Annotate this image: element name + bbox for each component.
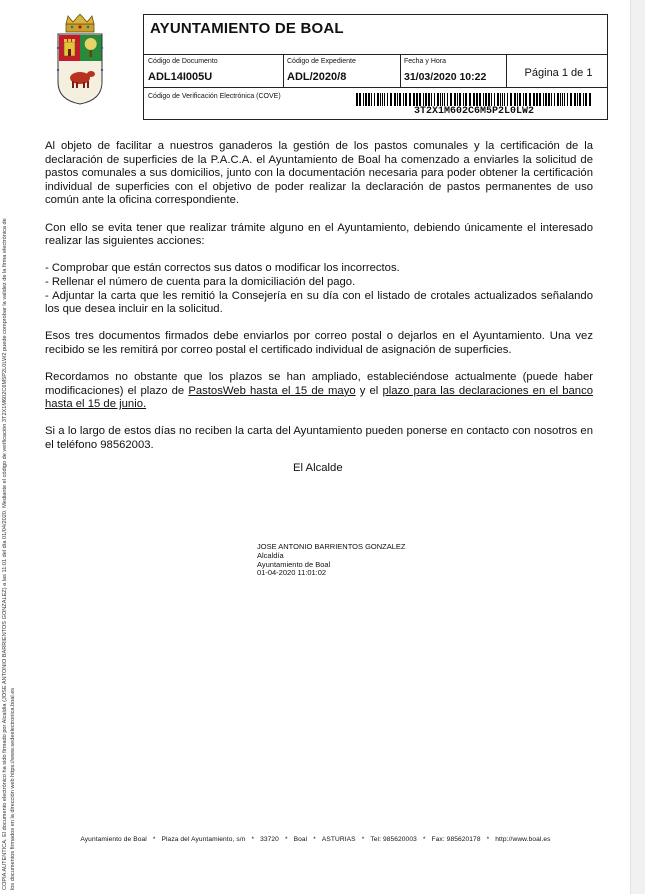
barcode-bar: [562, 93, 563, 106]
signer-role: Alcaldía: [257, 550, 284, 560]
barcode-bar: [384, 93, 385, 106]
barcode-bar: [502, 93, 503, 106]
barcode-bar: [589, 93, 591, 106]
barcode-bar: [437, 93, 439, 106]
vertical-validation-note: COPIA AUTÉNTICA. El documento electrónico ha sido firmado por Alcaldía (JOSE ANTONIO BARRIENTOS GONZALEZ) a las 11:01 del día 01/04/2020. Mediante el código de verificación 3T2X1M602C6M5P2L0LW2 puede comprobar la validez de la firma electrónica de los documentos firmados en la dirección web https://www.sedeelectronica.boal.es: [2, 218, 16, 890]
list-item: - Rellenar el número de cuenta para la domiciliación del pago.: [45, 275, 356, 288]
footer-item: Ayuntamiento de Boal: [80, 836, 147, 843]
barcode-bar: [463, 93, 464, 106]
barcode-bar: [485, 93, 487, 106]
barcode-bar: [579, 93, 581, 106]
barcode-bar: [523, 93, 524, 106]
signature-datetime: 01-04-2020 11:01:02: [257, 568, 327, 578]
barcode-bar: [397, 93, 398, 106]
documento-value: ADL14I005U: [148, 71, 213, 83]
document-header: [143, 14, 608, 120]
barcode-bar: [577, 93, 578, 106]
deadlines-text-join: y el: [355, 384, 383, 397]
page-footer: [0, 836, 631, 843]
barcode-bar: [428, 93, 430, 106]
footer-separator: *: [361, 836, 365, 843]
barcode-bar: [533, 93, 535, 106]
barcode-bar: [497, 93, 499, 106]
barcode-bar: [545, 93, 547, 106]
barcode-bar: [491, 93, 492, 106]
footer-item: ASTURIAS: [321, 836, 356, 843]
header-divider: [144, 54, 607, 55]
barcode-bar: [440, 93, 441, 106]
documento-label: Código de Documento: [148, 58, 218, 65]
barcode-bar: [517, 93, 518, 106]
fecha-value: 31/03/2020 10:22: [404, 71, 487, 83]
barcode-bar: [419, 93, 421, 106]
signer-organization: Ayuntamiento de Boal: [257, 559, 331, 569]
paragraph-actions-intro: Con ello se evita tener que realizar trámite alguno en el Ayuntamiento, debiendo únicamente el interesado realizar las siguientes acciones:: [45, 221, 593, 248]
footer-item: http://www.boal.es: [495, 836, 551, 843]
signer-name: JOSE ANTONIO BARRIENTOS GONZALEZ: [257, 542, 406, 551]
barcode-bar: [488, 93, 490, 106]
barcode-bar: [507, 93, 508, 106]
cove-label: Código de Verificación Electrónica (COVE): [148, 93, 281, 100]
paragraph-contact: Si a lo largo de estos días no reciben la carta del Ayuntamiento pueden ponerse en contacto con nosotros en el teléfono 98562003.: [45, 425, 593, 452]
list-item: - Comprobar que están correctos sus datos o modificar los incorrectos.: [45, 262, 400, 275]
barcode-icon: [354, 93, 594, 106]
footer-separator: *: [313, 836, 316, 843]
barcode-bar: [473, 93, 475, 106]
barcode-bar: [500, 93, 501, 106]
barcode-bar: [465, 93, 467, 106]
barcode-bar: [529, 93, 531, 106]
fecha-label: Fecha y Hora: [404, 58, 447, 65]
barcode-bar: [363, 93, 364, 106]
scrollbar-track[interactable]: [630, 0, 645, 894]
barcode-bar: [525, 93, 527, 106]
barcode-bar: [536, 93, 538, 106]
barcode-bar: [519, 93, 521, 106]
barcode-bar: [413, 93, 415, 106]
paragraph-deadlines: [45, 371, 593, 412]
barcode-bar: [382, 93, 383, 106]
barcode-bar: [390, 93, 392, 106]
list-item: - Adjuntar la carta que les remitió la Consejería en su día con el listado de crotales actualizados señalando los que desea incluir en la solicitud.: [45, 289, 593, 316]
barcode-bar: [423, 93, 424, 106]
footer-item: Fax: 985620178: [431, 836, 481, 843]
barcode-bar: [405, 93, 407, 106]
letter-body: [45, 140, 593, 466]
barcode-bar: [476, 93, 478, 106]
barcode-bar: [583, 93, 584, 106]
deadline-pastosweb: PastosWeb hasta el 15 de mayo: [188, 384, 356, 397]
barcode-bar: [560, 93, 561, 106]
barcode-bar: [510, 93, 512, 106]
barcode-bar: [564, 93, 565, 106]
barcode-bar: [450, 93, 452, 106]
barcode-bar: [539, 93, 541, 106]
paragraph-intro: Al objeto de facilitar a nuestros ganaderos la gestión de los pastos comunales y la certificación de la declaración de superficies de la P.A.C.A. el Ayuntamiento de Boal ha comenzado a enviarles la solicitud de pastos comunales a sus domicilios, junto con la documentación necesaria para poder obtener la certificación individual de superficies con el objetivo de poder realizar la declaración de pastos permanentes de uso común ante la oficina correspondiente.: [45, 140, 593, 207]
expediente-value: ADL/2020/8: [287, 71, 347, 83]
footer-item: 33720: [260, 836, 279, 843]
footer-separator: *: [486, 836, 490, 843]
header-column-divider: [400, 54, 401, 87]
barcode-bar: [447, 93, 448, 106]
barcode-bar: [434, 93, 435, 106]
barcode-bar: [567, 93, 568, 106]
barcode-bar: [469, 93, 471, 106]
footer-item: Boal: [293, 836, 308, 843]
barcode-bar: [368, 93, 370, 106]
barcode-bar: [359, 93, 361, 106]
deadline-banco: plazo para las declaraciones en el banco hasta el 15 de junio.: [45, 384, 594, 411]
barcode-bar: [570, 93, 572, 106]
header-column-divider: [283, 54, 284, 87]
barcode-bar: [551, 93, 552, 106]
barcode-bar: [403, 93, 404, 106]
barcode-bar: [425, 93, 427, 106]
barcode-bar: [374, 93, 375, 106]
barcode-bar: [356, 93, 358, 106]
barcode-bar: [494, 93, 495, 106]
footer-separator: *: [152, 836, 156, 843]
barcode-bar: [444, 93, 445, 106]
barcode-bar: [454, 93, 456, 106]
signature-block: [257, 543, 406, 578]
paragraph-send-documents: Esos tres documentos firmados debe enviarlos por correo postal o dejarlos en el Ayuntamiento. Una vez recibido se les remitirá por correo postal el certificado individual de asignación de superficies.: [45, 330, 593, 356]
closing-signature-title: El Alcalde: [293, 462, 343, 474]
footer-item: Tel: 985620003: [370, 836, 417, 843]
barcode-bar: [548, 93, 550, 106]
barcode-bar: [457, 93, 458, 106]
barcode-bar: [585, 93, 587, 106]
barcode-bar: [416, 93, 418, 106]
cove-code: 3T2X1M602C6M5P2L0LW2: [413, 106, 535, 117]
barcode-bar: [442, 93, 443, 106]
barcode-bar: [479, 93, 481, 106]
barcode-bar: [394, 93, 396, 106]
header-divider: [144, 87, 607, 88]
barcode-bar: [399, 93, 401, 106]
barcode-bar: [574, 93, 576, 106]
barcode-bar: [409, 93, 411, 106]
footer-item: Plaza del Ayuntamiento, s/n: [161, 836, 246, 843]
footer-separator: *: [422, 836, 426, 843]
barcode-bar: [431, 93, 432, 106]
organization-title: AYUNTAMIENTO DE BOAL: [150, 20, 344, 37]
barcode-bar: [387, 93, 388, 106]
deadlines-text: Recordamos no obstante que los plazos se han ampliado, estableciéndose actualmente (puede haber modificaciones) el plazo de: [45, 371, 593, 397]
coat-of-arms-icon: [54, 14, 106, 106]
barcode-bar: [365, 93, 367, 106]
barcode-bar: [459, 93, 461, 106]
barcode-bar: [377, 93, 379, 106]
expediente-label: Código de Expediente: [287, 58, 356, 65]
barcode-bar: [554, 93, 555, 106]
footer-separator: *: [284, 836, 288, 843]
barcode-bar: [543, 93, 544, 106]
header-column-divider: [506, 54, 507, 87]
footer-separator: *: [251, 836, 255, 843]
barcode-bar: [557, 93, 559, 106]
barcode-bar: [514, 93, 516, 106]
barcode-bar: [371, 93, 372, 106]
barcode-bar: [483, 93, 484, 106]
barcode-bar: [504, 93, 505, 106]
barcode-bar: [380, 93, 381, 106]
page-number: Página 1 de 1: [524, 67, 593, 79]
